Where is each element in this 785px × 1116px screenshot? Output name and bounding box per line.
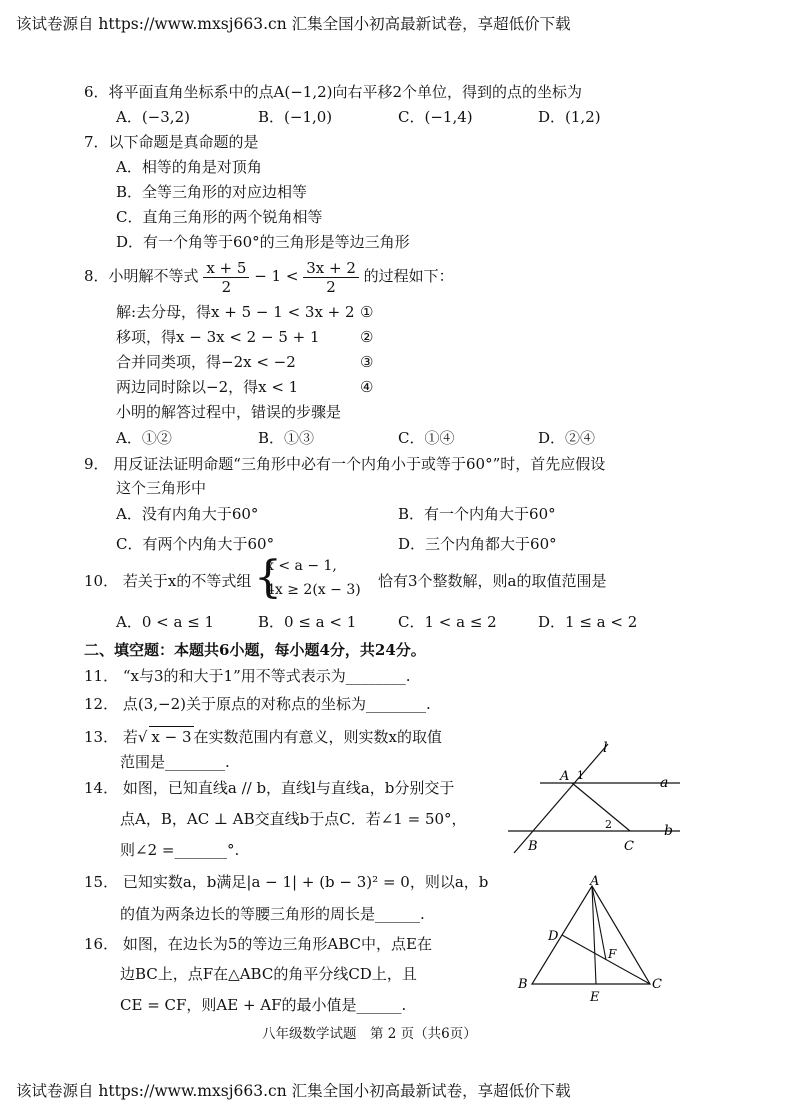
q13-radicand: x − 3 [151,728,192,746]
q8-stem-post: 的过程如下： [363,267,454,285]
label-a: a [660,775,669,791]
q8-step-4-mark: ④ [360,378,374,396]
line-l [514,744,608,853]
q14-parallel-lines-figure [500,738,690,858]
footer-banner: 该试卷源自 https://www.mxsj663.cn 汇集全国小初高最新试卷，享超低价下载 [16,1082,571,1100]
question-16-line2: 边BC上，点F在△ABC的角平分线CD上，且 [120,965,417,983]
question-13-line1 [84,726,442,747]
q8-fraction-1 [203,259,249,296]
q8-question: 小明的解答过程中，错误的步骤是 [116,403,342,421]
sqrt-icon: √ [137,728,148,746]
q10-row-1: x < a − 1, [266,558,337,574]
q6-option-c: C．(−1,4) [398,108,473,126]
label-l: l [603,740,608,756]
question-10-stem-post: 恰有3个整数解，则a的取值范围是 [378,572,607,590]
segment-ae [592,886,596,984]
question-10-stem-pre: 10． 若关于x的不等式组 [84,572,252,590]
q8-option-a: A．①② [116,429,172,447]
q8-step-1: 解:去分母，得x + 5 − 1 < 3x + 2 [116,303,355,321]
question-14-line2: 点A，B，AC ⊥ AB交直线b于点C．若∠1 = 50°， [120,810,467,828]
q6-option-b: B．(−1,0) [258,108,333,126]
label-A: A [560,769,570,784]
q16-triangle-figure [510,872,670,1010]
q8-option-b: B．①③ [258,429,315,447]
question-16-line1: 16． 如图，在边长为5的等边三角形ABC中，点E在 [84,935,432,953]
question-15-line1: 15． 已知实数a，b满足|a − 1| + (b − 3)² = 0，则以a，b [84,873,489,891]
q8-frac2-den: 2 [326,277,336,296]
q10-row-2: 4x ≥ 2(x − 3) [266,582,361,598]
segment-ac [572,783,630,831]
label-B: B [518,977,528,992]
q9-option-c: C．有两个内角大于60° [116,535,275,553]
label-C: C [652,977,662,992]
q10-option-a: A．0 < a ≤ 1 [116,613,215,631]
label-F: F [608,947,617,961]
q8-step-2-mark: ② [360,328,374,346]
q10-brace: { [254,552,282,603]
question-13-line2: 范围是________. [120,753,230,771]
q8-frac1-num: x + 5 [203,259,249,278]
label-angle-1: 1 [577,769,584,782]
question-16-line3: CE = CF，则AE + AF的最小值是______. [120,996,407,1014]
q8-step-3-mark: ③ [360,353,374,371]
q8-stem-pre: 8．小明解不等式 [84,267,199,285]
header-banner: 该试卷源自 https://www.mxsj663.cn 汇集全国小初高最新试卷，享超低价下载 [16,15,571,33]
q13-post: 在实数范围内有意义，则实数x的取值 [193,728,442,746]
q8-fraction-2 [303,259,359,296]
q8-frac2-num: 3x + 2 [303,259,359,278]
question-8-stem [84,256,454,296]
label-angle-2: 2 [605,818,612,831]
question-6-stem: 6．将平面直角坐标系中的点A(−1,2)向右平移2个单位，得到的点的坐标为 [84,83,583,101]
question-7-stem: 7．以下命题是真命题的是 [84,133,259,151]
label-b: b [664,823,673,839]
q8-stem-mid: − 1 < [254,267,299,285]
page-footer: 八年级数学试题 第 2 页（共6页） [262,1026,477,1042]
label-B: B [528,839,538,854]
label-D: D [548,929,559,944]
label-E: E [590,990,600,1005]
section-2-heading: 二、填空题：本题共6小题，每小题4分，共24分。 [84,641,426,659]
q7-option-a: A．相等的角是对顶角 [116,158,262,176]
q8-step-3: 合并同类项，得−2x < −2 [116,353,296,371]
q6-option-d: D．(1,2) [538,108,601,126]
q6-option-a: A．(−3,2) [116,108,190,126]
q8-option-c: C．①④ [398,429,455,447]
question-11: 11． “x与3的和大于1”用不等式表示为________. [84,667,411,685]
q8-step-1-mark: ① [360,303,374,321]
q10-inequality-system [254,552,384,606]
q9-option-a: A．没有内角大于60° [116,505,259,523]
q8-frac1-den: 2 [221,277,232,296]
question-9-stem-line1: 9． 用反证法证明命题“三角形中必有一个内角小于或等于60°”时，首先应假设 [84,455,606,473]
q8-step-2: 移项，得x − 3x < 2 − 5 + 1 [116,328,320,346]
q10-option-c: C．1 < a ≤ 2 [398,613,497,631]
q10-option-d: D．1 ≤ a < 2 [538,613,638,631]
q9-option-b: B．有一个内角大于60° [398,505,556,523]
q7-option-d: D．有一个角等于60°的三角形是等边三角形 [116,233,410,251]
q9-option-d: D．三个内角都大于60° [398,535,557,553]
q8-step-4: 两边同时除以−2，得x < 1 [116,378,299,396]
label-A: A [590,874,600,889]
question-9-stem-line2: 这个三角形中 [116,479,207,497]
q7-option-b: B．全等三角形的对应边相等 [116,183,308,201]
question-14-line1: 14． 如图，已知直线a // b，直线l与直线a，b分别交于 [84,779,455,797]
q7-option-c: C．直角三角形的两个锐角相等 [116,208,323,226]
question-14-line3: 则∠2 =_______°. [120,841,240,859]
question-12: 12． 点(3,−2)关于原点的对称点的坐标为________. [84,695,431,713]
q10-option-b: B．0 ≤ a < 1 [258,613,357,631]
label-C: C [624,839,634,854]
question-15-line2: 的值为两条边长的等腰三角形的周长是______. [120,905,425,923]
q8-option-d: D．②④ [538,429,596,447]
q13-pre: 13． 若 [84,728,138,746]
